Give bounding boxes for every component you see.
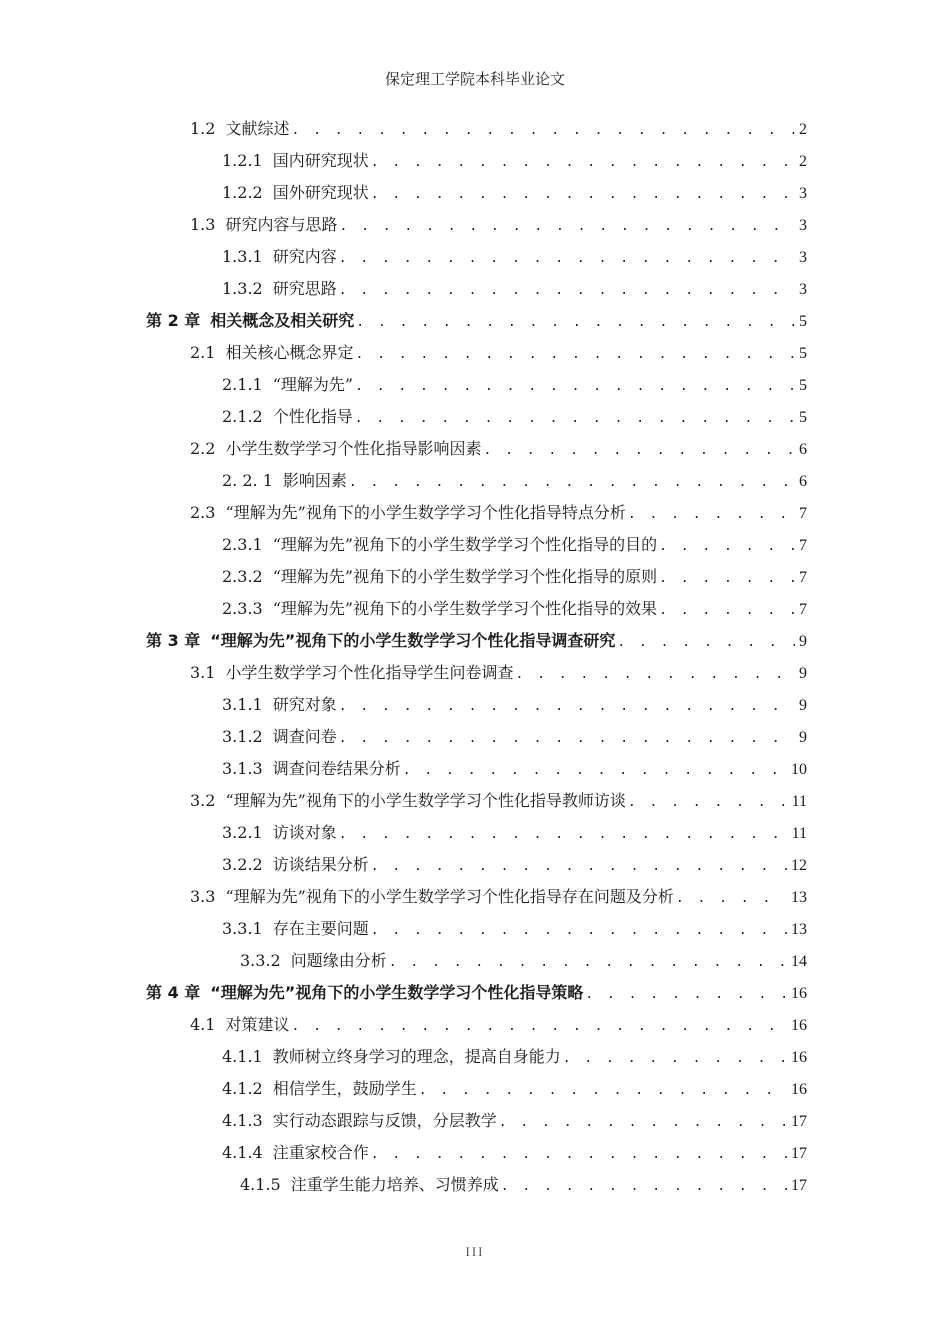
toc-entry[interactable] bbox=[222, 402, 807, 432]
toc-entry[interactable] bbox=[190, 338, 807, 368]
toc-dot-leader bbox=[389, 948, 787, 978]
toc-entry-title: 小学生数学学习个性化指导影响因素 bbox=[225, 439, 482, 458]
toc-entry-title: 研究对象 bbox=[272, 695, 337, 714]
toc-entry-number: 3.3 bbox=[190, 887, 216, 906]
toc-dot-leader bbox=[339, 724, 795, 754]
toc-entry-page: 17 bbox=[791, 1177, 807, 1194]
toc-entry-page: 3 bbox=[799, 217, 807, 234]
toc-entry[interactable] bbox=[190, 114, 807, 144]
toc-entry-number: 2.3 bbox=[190, 503, 216, 522]
toc-entry[interactable] bbox=[190, 210, 807, 240]
toc-entry-number: 3.1 bbox=[190, 663, 216, 682]
toc-entry-page: 2 bbox=[799, 121, 807, 138]
toc-entry-page: 13 bbox=[791, 921, 807, 938]
toc-entry-number: 2.3.2 bbox=[222, 567, 263, 586]
toc-entry-number: 2.2 bbox=[190, 439, 216, 458]
toc-entry[interactable] bbox=[222, 594, 807, 624]
toc-entry-number: 1.3 bbox=[190, 215, 216, 234]
toc-entry-number: 2.1.2 bbox=[222, 407, 263, 426]
toc-entry-title: 调查问卷 bbox=[272, 727, 337, 746]
toc-chapter-entry[interactable] bbox=[146, 626, 807, 656]
toc-dot-leader bbox=[563, 1044, 787, 1074]
toc-dot-leader bbox=[355, 340, 795, 370]
toc-entry-number: 1.2.2 bbox=[222, 183, 263, 202]
toc-entry-number: 3.2.1 bbox=[222, 823, 263, 842]
toc-dot-leader bbox=[501, 1172, 787, 1202]
toc-entry-number: 2.1 bbox=[190, 343, 216, 362]
toc-entry-title: “理解为先” bbox=[272, 375, 354, 394]
toc-dot-leader bbox=[371, 148, 795, 178]
toc-entry[interactable] bbox=[190, 882, 807, 912]
toc-entry-page: 17 bbox=[791, 1113, 807, 1130]
toc-chapter-entry[interactable] bbox=[146, 306, 807, 336]
toc-entry-number: 1.3.1 bbox=[222, 247, 263, 266]
toc-entry-number: 2. 2. 1 bbox=[222, 471, 273, 490]
toc-entry-number: 4.1.4 bbox=[222, 1143, 263, 1162]
toc-entry-title: “理解为先”视角下的小学生数学学习个性化指导教师访谈 bbox=[225, 791, 626, 810]
toc-entry-page: 12 bbox=[791, 857, 807, 874]
toc-entry-page: 5 bbox=[799, 345, 807, 362]
toc-dot-leader bbox=[483, 436, 795, 466]
toc-entry[interactable] bbox=[190, 434, 807, 464]
toc-entry-title: 访谈对象 bbox=[272, 823, 337, 842]
toc-entry-title: 小学生数学学习个性化指导学生问卷调查 bbox=[225, 663, 514, 682]
toc-entry[interactable] bbox=[240, 946, 807, 976]
toc-dot-leader bbox=[371, 1140, 787, 1170]
toc-entry-title: 访谈结果分析 bbox=[272, 855, 369, 874]
toc-entry-title: 相信学生，鼓励学生 bbox=[272, 1079, 417, 1098]
toc-entry-page: 5 bbox=[799, 377, 807, 394]
toc-entry-title: 影响因素 bbox=[282, 471, 347, 490]
toc-entry[interactable] bbox=[190, 498, 807, 528]
toc-entry-page: 3 bbox=[799, 249, 807, 266]
toc-entry-title: 存在主要问题 bbox=[272, 919, 369, 938]
toc-entry-page: 16 bbox=[791, 1049, 807, 1066]
toc-entry-number: 4.1.3 bbox=[222, 1111, 263, 1130]
toc-entry[interactable] bbox=[222, 1138, 807, 1168]
toc-entry-title: 注重学生能力培养、习惯养成 bbox=[290, 1175, 499, 1194]
toc-entry-number: 3.3.2 bbox=[240, 951, 281, 970]
toc-entry-title: 国内研究现状 bbox=[272, 151, 369, 170]
toc-entry-number: 4.1 bbox=[190, 1015, 216, 1034]
toc-entry-title: 教师树立终身学习的理念，提高自身能力 bbox=[272, 1047, 561, 1066]
toc-entry-title: 对策建议 bbox=[225, 1015, 290, 1034]
toc-entry-page: 17 bbox=[791, 1145, 807, 1162]
toc-entry-title: “理解为先”视角下的小学生数学学习个性化指导调查研究 bbox=[210, 631, 616, 650]
toc-entry-number: 2.3.1 bbox=[222, 535, 263, 554]
page-header: 保定理工学院本科毕业论文 bbox=[384, 70, 565, 88]
toc-entry-number: 3.3.1 bbox=[222, 919, 263, 938]
toc-entry-title: 相关核心概念界定 bbox=[225, 343, 354, 362]
toc-entry-title: “理解为先”视角下的小学生数学学习个性化指导的原则 bbox=[272, 567, 658, 586]
toc-entry[interactable] bbox=[240, 1170, 807, 1200]
toc-dot-leader bbox=[676, 884, 787, 914]
toc-entry[interactable] bbox=[222, 562, 807, 592]
toc-dot-leader bbox=[371, 180, 795, 210]
toc-entry-page: 3 bbox=[799, 185, 807, 202]
toc-entry-number: 4.1.5 bbox=[240, 1175, 281, 1194]
toc-entry-page: 10 bbox=[791, 761, 807, 778]
toc-dot-leader bbox=[339, 212, 795, 242]
toc-entry-page: 7 bbox=[799, 601, 807, 618]
toc-dot-leader bbox=[339, 276, 795, 306]
toc-entry-number: 2.3.3 bbox=[222, 599, 263, 618]
toc-entry[interactable] bbox=[222, 690, 807, 720]
toc-dot-leader bbox=[403, 756, 787, 786]
toc-entry-title: 注重家校合作 bbox=[272, 1143, 369, 1162]
toc-entry-number: 第 3 章 bbox=[146, 631, 201, 650]
toc-entry-title: 调查问卷结果分析 bbox=[272, 759, 401, 778]
toc-entry[interactable] bbox=[222, 370, 807, 400]
toc-entry-number: 3.1.3 bbox=[222, 759, 263, 778]
toc-entry[interactable] bbox=[222, 1106, 807, 1136]
toc-entry-number: 3.2.2 bbox=[222, 855, 263, 874]
toc-dot-leader bbox=[339, 244, 795, 274]
toc-entry-title: 相关概念及相关研究 bbox=[210, 311, 355, 330]
toc-entry[interactable] bbox=[222, 914, 807, 944]
toc-entry[interactable] bbox=[190, 658, 807, 688]
toc-dot-leader bbox=[349, 468, 795, 498]
toc-entry[interactable] bbox=[190, 786, 807, 816]
toc-entry-title: 个性化指导 bbox=[272, 407, 353, 426]
toc-entry-title: 研究思路 bbox=[272, 279, 337, 298]
toc-entry[interactable] bbox=[222, 146, 807, 176]
toc-dot-leader bbox=[291, 116, 795, 146]
toc-entry[interactable] bbox=[222, 850, 807, 880]
toc-entry-page: 2 bbox=[799, 153, 807, 170]
toc-dot-leader bbox=[659, 596, 795, 626]
toc-dot-leader bbox=[371, 852, 787, 882]
toc-entry[interactable] bbox=[222, 530, 807, 560]
toc-entry[interactable] bbox=[222, 466, 807, 496]
toc-entry-page: 7 bbox=[799, 569, 807, 586]
toc-entry[interactable] bbox=[222, 242, 807, 272]
toc-entry[interactable] bbox=[222, 722, 807, 752]
toc-entry-title: 研究内容 bbox=[272, 247, 337, 266]
toc-entry-page: 6 bbox=[799, 441, 807, 458]
toc-dot-leader bbox=[515, 660, 795, 690]
toc-entry-number: 第 4 章 bbox=[146, 983, 201, 1002]
toc-entry-page: 16 bbox=[791, 1081, 807, 1098]
toc-entry-number: 1.2.1 bbox=[222, 151, 263, 170]
toc-entry-number: 3.1.1 bbox=[222, 695, 263, 714]
toc-entry[interactable] bbox=[222, 754, 807, 784]
toc-entry-number: 4.1.2 bbox=[222, 1079, 263, 1098]
toc-dot-leader bbox=[499, 1108, 787, 1138]
toc-entry-page: 9 bbox=[799, 665, 807, 682]
toc-dot-leader bbox=[355, 372, 795, 402]
toc-entry[interactable] bbox=[222, 274, 807, 304]
toc-entry-page: 9 bbox=[799, 697, 807, 714]
toc-dot-leader bbox=[355, 404, 795, 434]
toc-entry[interactable] bbox=[222, 178, 807, 208]
toc-dot-leader bbox=[659, 564, 795, 594]
toc-dot-leader bbox=[617, 628, 795, 658]
toc-entry-title: “理解为先”视角下的小学生数学学习个性化指导特点分析 bbox=[225, 503, 626, 522]
toc-entry-page: 9 bbox=[799, 633, 807, 650]
toc-entry-title: 文献综述 bbox=[225, 119, 290, 138]
toc-entry-title: 研究内容与思路 bbox=[225, 215, 338, 234]
toc-entry-title: “理解为先”视角下的小学生数学学习个性化指导的目的 bbox=[272, 535, 658, 554]
toc-entry-page: 7 bbox=[799, 537, 807, 554]
toc-entry-title: “理解为先”视角下的小学生数学学习个性化指导存在问题及分析 bbox=[225, 887, 674, 906]
toc-entry-page: 16 bbox=[791, 985, 807, 1002]
toc-entry-page: 6 bbox=[799, 473, 807, 490]
toc-entry-page: 14 bbox=[791, 953, 807, 970]
toc-entry-number: 3.1.2 bbox=[222, 727, 263, 746]
toc-entry[interactable] bbox=[222, 818, 807, 848]
toc-dot-leader bbox=[628, 500, 795, 530]
toc-entry-page: 3 bbox=[799, 281, 807, 298]
toc-entry-title: 实行动态跟踪与反馈，分层教学 bbox=[272, 1111, 497, 1130]
toc-dot-leader bbox=[419, 1076, 787, 1106]
toc-entry-page: 11 bbox=[791, 793, 807, 810]
toc-dot-leader bbox=[339, 820, 788, 850]
toc-entry[interactable] bbox=[222, 1042, 807, 1072]
toc-entry-page: 13 bbox=[791, 889, 807, 906]
toc-entry[interactable] bbox=[190, 1010, 807, 1040]
toc-entry-page: 7 bbox=[799, 505, 807, 522]
toc-dot-leader bbox=[659, 532, 795, 562]
toc-entry-title: 问题缘由分析 bbox=[290, 951, 387, 970]
toc-entry[interactable] bbox=[222, 1074, 807, 1104]
toc-entry-page: 9 bbox=[799, 729, 807, 746]
toc-entry-page: 11 bbox=[791, 825, 807, 842]
toc-entry-number: 第 2 章 bbox=[146, 311, 201, 330]
toc-entry-number: 2.1.1 bbox=[222, 375, 263, 394]
toc-entry-page: 5 bbox=[799, 409, 807, 426]
toc-entry-title: “理解为先”视角下的小学生数学学习个性化指导的效果 bbox=[272, 599, 658, 618]
toc-entry-title: 国外研究现状 bbox=[272, 183, 369, 202]
toc-dot-leader bbox=[628, 788, 788, 818]
toc-dot-leader bbox=[291, 1012, 787, 1042]
toc-dot-leader bbox=[339, 692, 795, 722]
toc-entry-number: 1.2 bbox=[190, 119, 216, 138]
toc-chapter-entry[interactable] bbox=[146, 978, 807, 1008]
toc-dot-leader bbox=[585, 980, 787, 1010]
toc-entry-title: “理解为先”视角下的小学生数学学习个性化指导策略 bbox=[210, 983, 584, 1002]
toc-entry-number: 4.1.1 bbox=[222, 1047, 263, 1066]
toc-entry-number: 3.2 bbox=[190, 791, 216, 810]
toc-entry-page: 5 bbox=[799, 313, 807, 330]
toc-entry-page: 16 bbox=[791, 1017, 807, 1034]
toc-dot-leader bbox=[356, 308, 795, 338]
toc-dot-leader bbox=[371, 916, 787, 946]
page-number: III bbox=[465, 1244, 485, 1259]
toc-entry-number: 1.3.2 bbox=[222, 279, 263, 298]
